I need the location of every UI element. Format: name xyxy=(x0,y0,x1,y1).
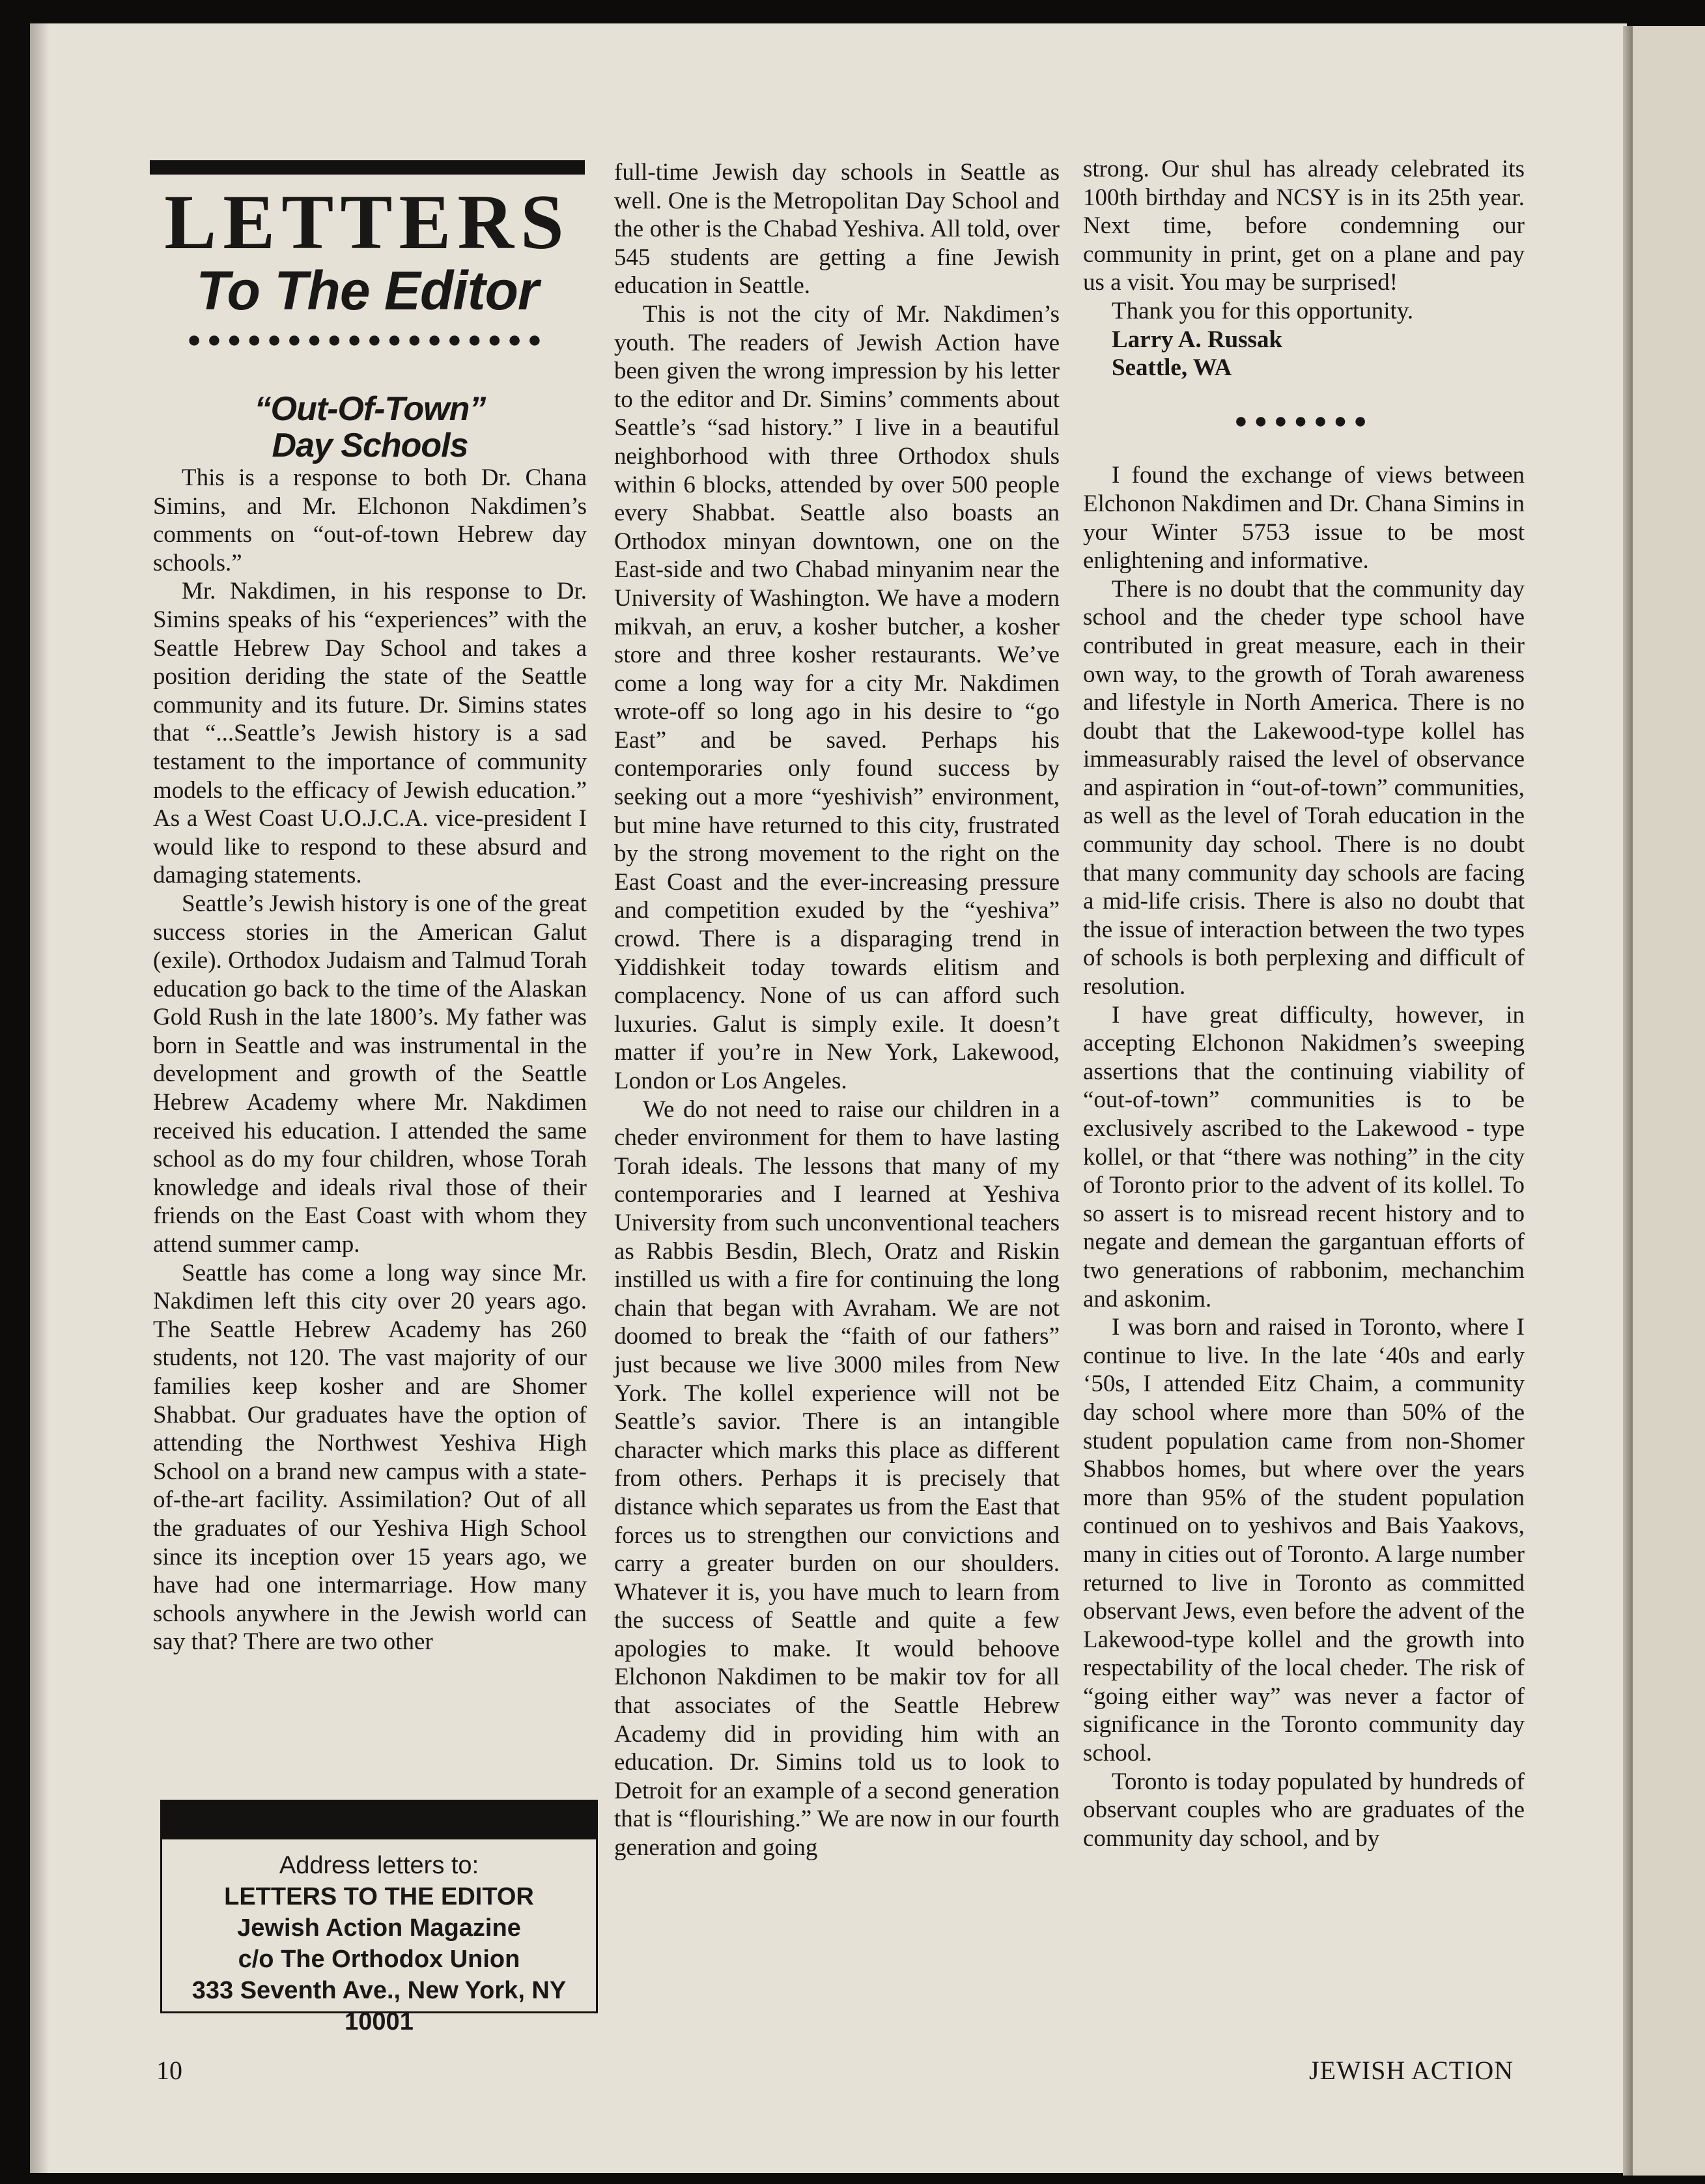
letter-headline xyxy=(153,391,587,464)
paragraph: Mr. Nakdimen, in his response to Dr. Simins speaks of his “experiences” with the Seattle Hebrew Day School and takes a position deriding the state of the Seattle community and its future. Dr. Simins states that “...Seattle’s Jewish history is a sad testament to the importance of community models to the efficacy of Jewish education.” As a West Coast U.O.J.C.A. vice-president I would like to respond to these absurd and damaging statements. xyxy=(153,578,587,889)
letter-separator: ●●●●●●● xyxy=(1234,408,1374,433)
signature-name: Larry A. Russak xyxy=(1112,326,1283,353)
paragraph: There is no doubt that the community day school and the cheder type school have contributed in great measure, each in their own way, to the growth of Torah awareness and lifestyle in North America. There is no doubt that the Lakewood-type kollel has immeasurably raised the level of observance and aspiration in “out-of-town” communities, as well as the level of Torah education in the community day school. There is no doubt that many community day schools are facing a mid-life crisis. There is also no doubt that the issue of interaction between the two types of schools is both perplexing and difficult of resolution. xyxy=(1083,575,1525,1000)
column-2 xyxy=(614,158,1060,1862)
section-masthead xyxy=(150,160,585,353)
page-edge xyxy=(1623,26,1631,2176)
section-title: LETTERS xyxy=(164,178,571,265)
page-number: 10 xyxy=(156,2056,182,2085)
address-box xyxy=(160,1800,598,2035)
address-line: LETTERS TO THE EDITOR xyxy=(224,1883,534,1910)
address-line: 333 Seventh Ave., New York, NY 10001 xyxy=(191,1977,567,2035)
address-intro: Address letters to: xyxy=(279,1852,479,1879)
paragraph: We do not need to raise our children in a cheder environment for them to have lasting Torah ideals. The lessons that many of my contemporaries and I learned at Yeshiva University from such unconventional teachers as Rabbis Besdin, Blech, Oratz and Riskin instilled us with a fire for continuing the long chain that began with Avraham. We are not doomed to break the “faith of our fathers” just because we live 3000 miles from New York. The kollel experience will not be Seattle’s savior. There is an intangible character which marks this place as different from others. Perhaps it is precisely that distance which separates us from the East that forces us to strengthen our convictions and carry a greater burden on our shoulders. Whatever it is, you have much to learn from the success of Seattle and quite a few apologies to make. It would behoove Elchonon Nakdimen to be makir tov for all that associates of the Seattle Hebrew Academy did in providing him with an education. Dr. Simins told us to look to Detroit for an example of a second generation that is “flourishing.” We are now in our fourth generation and going xyxy=(614,1096,1060,1862)
paragraph: strong. Our shul has already celebrated its 100th birthday and NCSY is in its 25th year. Next time, before condemning our community in print, get on a plane and pay us a visit. You may be surprised! xyxy=(1083,156,1525,296)
address-line: Jewish Action Magazine xyxy=(237,1914,521,1942)
column-1 xyxy=(153,464,587,1656)
facing-page-strip xyxy=(1631,26,1705,2176)
masthead-rule xyxy=(150,160,585,175)
address-box-body xyxy=(162,1839,596,2037)
column-3 xyxy=(1083,155,1525,1852)
paragraph: This is a response to both Dr. Chana Simins, and Mr. Elchonon Nakdimen’s comments on “out-of-town Hebrew day schools.” xyxy=(153,464,587,576)
page-shadow xyxy=(30,23,49,2173)
paragraph: I have great difficulty, however, in accepting Elchonon Nakidmen’s sweeping assertions that the continuing viability of “out-of-town” communities is to be exclusively ascribed to the Lakewood - type kollel, or that “there was nothing” in the city of Toronto prior to the advent of its kollel. To so assert is to misread recent history and to negate and demean the gargantuan efforts of two generations of rabbonim, mechanchim and askonim. xyxy=(1083,1001,1525,1312)
paragraph: This is not the city of Mr. Nakdimen’s youth. The readers of Jewish Action have been given the wrong impression by his letter to the editor and Dr. Simins’ comments about Seattle’s “sad history.” I live in a beautiful neighborhood with three Orthodox shuls within 6 blocks, attended by over 500 people every Shabbat. Seattle also boasts an Orthodox minyan downtown, one on the East-side and two Chabad minyanim near the University of Washington. We have a modern mikvah, an eruv, a kosher butcher, a kosher store and three kosher restaurants. We’ve come a long way for a city Mr. Nakdimen wrote-off so long ago in his desire to “go East” and be saved. Perhaps his contemporaries only found success by seeking out a more “yeshivish” environment, but mine have returned to this city, frustrated by the strong movement to the right on the East Coast and the ever-increasing pressure and competition exuded by the “yeshiva” crowd. There is a disparaging trend in Yiddishkeit today towards elitism and complacency. None of us can afford such luxuries. Galut is simply exile. It doesn’t matter if you’re in New York, Lakewood, London or Los Angeles. xyxy=(614,300,1060,1094)
running-footer: JEWISH ACTION xyxy=(1309,2056,1514,2085)
section-subtitle: To The Editor xyxy=(196,260,539,321)
headline-line-2: Day Schools xyxy=(272,427,468,464)
paragraph: I was born and raised in Toronto, where I continue to live. In the late ‘40s and early ‘50s, I attended Eitz Chaim, a community day school where more than 50% of the student population came from non-Shomer Shabbos homes, but where over the years more than 95% of the student population continued on to yeshivos and Bais Yaakovs, many in cities out of Toronto. A large number returned to live in Toronto as committed observant Jews, even before the advent of the Lakewood-type kollel and the growth into respectability of the local cheder. The risk of “going either way” was never a factor of significance in the Toronto community day school. xyxy=(1083,1314,1525,1767)
paragraph: Toronto is today populated by hundreds of observant couples who are graduates of the community day school, and by xyxy=(1083,1768,1525,1852)
headline-line-1: “Out-Of-Town” xyxy=(254,390,486,428)
address-line: c/o The Orthodox Union xyxy=(238,1946,520,1973)
paragraph: Seattle has come a long way since Mr. Nakdimen left this city over 20 years ago. The Seattle Hebrew Academy has 260 students, not 120. The vast majority of our families keep kosher and are Shomer Shabbat. Our graduates have the option of attending the Northwest Yeshiva High School on a brand new campus with a state-of-the-art facility. Assimilation? Out of all the graduates of our Yeshiva High School since its inception over 15 years ago, we have had one intermarriage. How many schools anywhere in the Jewish world can say that? There are two other xyxy=(153,1259,587,1656)
paragraph: I found the exchange of views between Elchonon Nakdimen and Dr. Chana Simins in your Winter 5753 issue to be most enlightening and informative. xyxy=(1083,462,1525,574)
address-box-bar xyxy=(162,1802,596,1839)
paragraph: Thank you for this opportunity. xyxy=(1112,297,1414,324)
masthead-dot-rule: ●●●●●●●●●●●●●●●●●● xyxy=(187,326,548,352)
signature-place: Seattle, WA xyxy=(1112,354,1232,382)
paragraph: Seattle’s Jewish history is one of the great success stories in the American Galut (exile). Orthodox Judaism and Talmud Torah education go back to the time of the Alaskan Gold Rush in the late 1800’s. My father was born in Seattle and was instrumental in the development and growth of the Seattle Hebrew Academy where Mr. Nakdimen received his education. I attended the same school as do my four children, whose Torah knowledge and ideals rival those of their friends on the East Coast with whom they attend summer camp. xyxy=(153,890,587,1258)
paragraph: full-time Jewish day schools in Seattle as well. One is the Metropolitan Day School and the other is the Chabad Yeshiva. All told, over 545 students are getting a fine Jewish education in Seattle. xyxy=(614,159,1060,300)
